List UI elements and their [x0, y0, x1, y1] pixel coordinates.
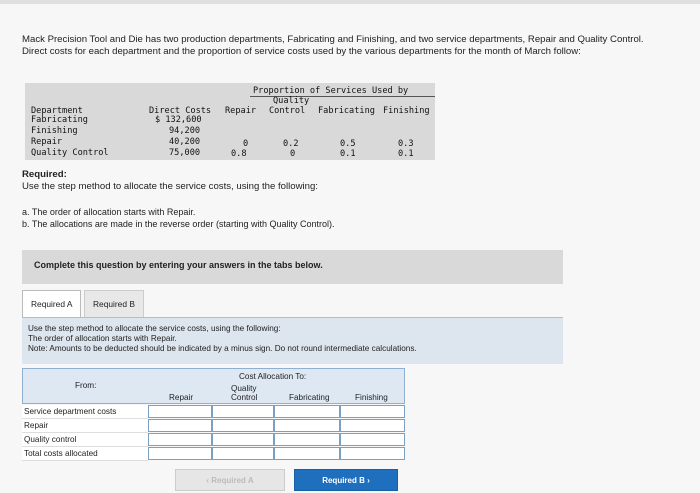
row-label-service-costs: Service department costs	[22, 405, 148, 419]
input-repair-qc[interactable]	[212, 419, 274, 432]
required-item-b: b. The allocations are made in the reverse order (starting with Quality Control).	[22, 219, 335, 229]
col-repair-header: Repair	[169, 393, 194, 402]
question-page	[0, 4, 700, 493]
input-qc-repair[interactable]	[148, 433, 212, 446]
next-button-label: Required B	[322, 476, 365, 485]
row-dept: Fabricating	[31, 115, 88, 125]
input-service-qc[interactable]	[212, 405, 274, 418]
instruction-panel	[22, 317, 563, 364]
input-total-fab[interactable]	[274, 447, 340, 460]
required-item-a: a. The order of allocation starts with Repair.	[22, 207, 196, 217]
row-cost: 94,200	[169, 126, 201, 136]
row-fab: 0.1	[340, 149, 356, 159]
tab-required-b[interactable]: Required B	[84, 290, 144, 317]
row-cost: 40,200	[169, 137, 201, 147]
input-service-fab[interactable]	[274, 405, 340, 418]
input-total-fin[interactable]	[340, 447, 405, 460]
col-fabricating-header: Fabricating	[289, 393, 330, 402]
data-table	[25, 83, 435, 160]
input-service-fin[interactable]	[340, 405, 405, 418]
panel-line-3: Note: Amounts to be deducted should be indicated by a minus sign. Do not round intermediate calculations.	[28, 344, 417, 353]
prev-button[interactable]	[175, 469, 285, 491]
col-direct-costs: Direct Costs	[149, 106, 212, 116]
from-label: From:	[75, 381, 97, 390]
row-label-total: Total costs allocated	[22, 447, 148, 461]
input-qc-fab[interactable]	[274, 433, 340, 446]
input-qc-qc[interactable]	[212, 433, 274, 446]
prop-header: Proportion of Services Used by	[253, 86, 409, 96]
input-repair-repair[interactable]	[148, 419, 212, 432]
required-title: Required:	[22, 169, 67, 180]
row-cost: $ 132,600	[155, 115, 202, 125]
next-button[interactable]	[294, 469, 398, 491]
chevron-right-icon: ›	[367, 476, 370, 485]
panel-line-2: The order of allocation starts with Repair.	[28, 334, 177, 343]
prev-button-label: Required A	[211, 476, 254, 485]
input-service-repair[interactable]	[148, 405, 212, 418]
row-repair: 0.8	[231, 149, 247, 159]
col-finishing: Finishing	[383, 106, 430, 116]
col-quality-2: Control	[269, 106, 306, 116]
banner-text: Complete this question by entering your answers in the tabs below.	[34, 260, 323, 270]
cost-allocation-label: Cost Allocation To:	[239, 372, 307, 381]
col-fabricating: Fabricating	[318, 106, 375, 116]
row-qc: 0	[290, 149, 296, 159]
row-fin: 0.3	[398, 139, 414, 149]
required-text: Use the step method to allocate the service costs, using the following:	[22, 181, 318, 192]
row-fin: 0.1	[398, 149, 414, 159]
instructions-banner	[22, 250, 563, 284]
grid-header	[22, 368, 405, 404]
row-label-repair: Repair	[22, 419, 148, 433]
input-qc-fin[interactable]	[340, 433, 405, 446]
row-qc: 0.2	[283, 139, 299, 149]
panel-line-1: Use the step method to allocate the service costs, using the following:	[28, 324, 281, 333]
row-label-quality-control: Quality control	[22, 433, 148, 447]
col-quality-header-1: Quality	[231, 384, 257, 393]
row-cost: 75,000	[169, 148, 201, 158]
input-repair-fab[interactable]	[274, 419, 340, 432]
tab-required-a[interactable]: Required A	[22, 290, 81, 317]
row-dept: Quality Control	[31, 148, 109, 158]
tab-bar	[22, 290, 563, 318]
row-repair: 0	[243, 139, 249, 149]
intro-text: Mack Precision Tool and Die has two production departments, Fabricating and Finishing, and two service departments, Repair and Quality Control. Direct costs for each department and the proportion of service costs used by the various departments for the month of March follow:	[22, 34, 644, 57]
chevron-left-icon: ‹	[206, 476, 210, 485]
input-total-repair[interactable]	[148, 447, 212, 460]
col-finishing-header: Finishing	[355, 393, 388, 402]
row-fab: 0.5	[340, 139, 356, 149]
col-quality-header-2: Control	[231, 393, 258, 402]
col-repair: Repair	[225, 106, 257, 116]
col-quality-1: Quality	[273, 96, 310, 106]
row-dept: Finishing	[31, 126, 78, 136]
input-total-qc[interactable]	[212, 447, 274, 460]
input-repair-fin[interactable]	[340, 419, 405, 432]
row-dept: Repair	[31, 137, 63, 147]
col-department: Department	[31, 106, 83, 116]
